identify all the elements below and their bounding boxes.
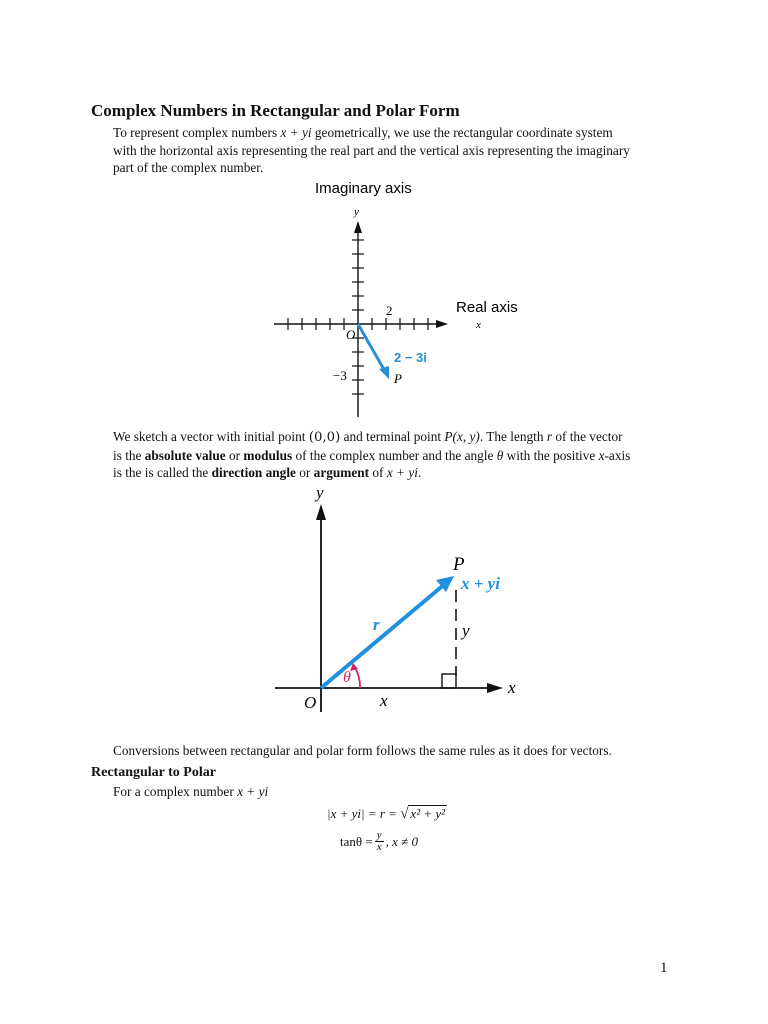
term-modulus: modulus	[243, 447, 293, 463]
text: of the complex number and the angle	[292, 447, 497, 463]
intro-text: with the horizontal axis representing the real part and the vertical axis representing the imaginary	[113, 142, 630, 158]
formula-lhs: tanθ =	[340, 833, 373, 849]
complex-expr-label: x + yi	[461, 574, 500, 593]
text: and terminal point	[340, 429, 445, 444]
vector-r	[321, 583, 446, 688]
text: .	[417, 465, 422, 480]
tick-label-neg3: −3	[333, 368, 347, 383]
text: We sketch a vector with initial point	[113, 429, 309, 444]
right-angle-marker	[442, 674, 456, 688]
math: (0,0)	[308, 430, 341, 445]
math: P	[444, 429, 453, 444]
section-heading: Rectangular to Polar	[91, 765, 216, 780]
vector-arrowhead	[379, 366, 389, 379]
y-side-label: y	[462, 621, 470, 640]
text: . The length	[479, 429, 547, 444]
x-axis-label: x	[508, 678, 516, 697]
theta-label: θ	[343, 669, 351, 686]
real-axis-label: Real axis	[456, 299, 518, 316]
figure-polar-vector	[270, 480, 540, 715]
text: of	[369, 465, 387, 480]
formula-lhs: |x + yi| = r =	[327, 806, 401, 821]
origin-label: O	[304, 693, 317, 712]
y-axis-arrow	[316, 504, 326, 520]
x-axis-arrow	[487, 683, 503, 693]
page-title: Complex Numbers in Rectangular and Polar Form	[91, 101, 460, 120]
intro-text: part of the complex number.	[113, 160, 264, 175]
y-axis-label: y	[316, 483, 324, 502]
denominator: x	[376, 841, 382, 853]
y-axis-label: y	[354, 206, 359, 218]
text: -axis	[604, 447, 631, 463]
point-label: P	[394, 371, 402, 386]
math: θ	[496, 447, 504, 463]
term-direction-angle: direction angle	[211, 465, 296, 480]
for-complex-number-line	[113, 783, 693, 801]
imag-axis-arrow	[354, 221, 362, 233]
numerator: y	[376, 829, 382, 841]
radicand: x² + y²	[410, 806, 446, 821]
text: is the	[113, 447, 145, 463]
term-argument: argument	[313, 465, 370, 480]
math: x	[598, 447, 605, 463]
text: is the is called the	[113, 465, 212, 480]
intro-expr: x + yi	[280, 125, 312, 140]
complex-number-label: 2 − 3i	[394, 350, 427, 365]
x-side-label: x	[380, 691, 388, 710]
imaginary-axis-label: Imaginary axis	[315, 180, 412, 197]
math: r	[546, 429, 553, 444]
figure-complex-plane	[260, 175, 560, 425]
real-axis-arrow	[436, 320, 448, 328]
conversion-paragraph: Conversions between rectangular and polar form follows the same rules as it does for vectors.	[113, 743, 612, 758]
intro-text: geometrically, we use the rectangular coordinate system	[311, 125, 613, 140]
math: (x, y)	[452, 429, 480, 444]
text: or	[295, 465, 314, 480]
r-label: r	[373, 615, 380, 634]
text: or	[225, 447, 244, 463]
formula-modulus	[327, 806, 447, 823]
math: x + yi	[386, 465, 418, 480]
origin-label: O	[346, 327, 356, 342]
text: with the positive	[503, 447, 599, 463]
tick-label-2: 2	[386, 303, 393, 318]
text: of the vector	[552, 429, 623, 444]
point-label: P	[453, 554, 465, 575]
page-number: 1	[660, 960, 668, 976]
term-absolute-value: absolute value	[144, 447, 226, 463]
sqrt-sign: √	[400, 806, 409, 822]
fraction	[375, 830, 384, 853]
math: x + yi	[237, 784, 269, 799]
intro-text: To represent complex numbers	[113, 125, 281, 140]
condition: , x ≠ 0	[385, 833, 418, 849]
formula-tangent	[340, 830, 418, 853]
text: For a complex number	[113, 784, 238, 799]
vector-paragraph	[113, 428, 693, 482]
x-axis-label: x	[476, 319, 481, 331]
intro-paragraph	[113, 124, 693, 177]
